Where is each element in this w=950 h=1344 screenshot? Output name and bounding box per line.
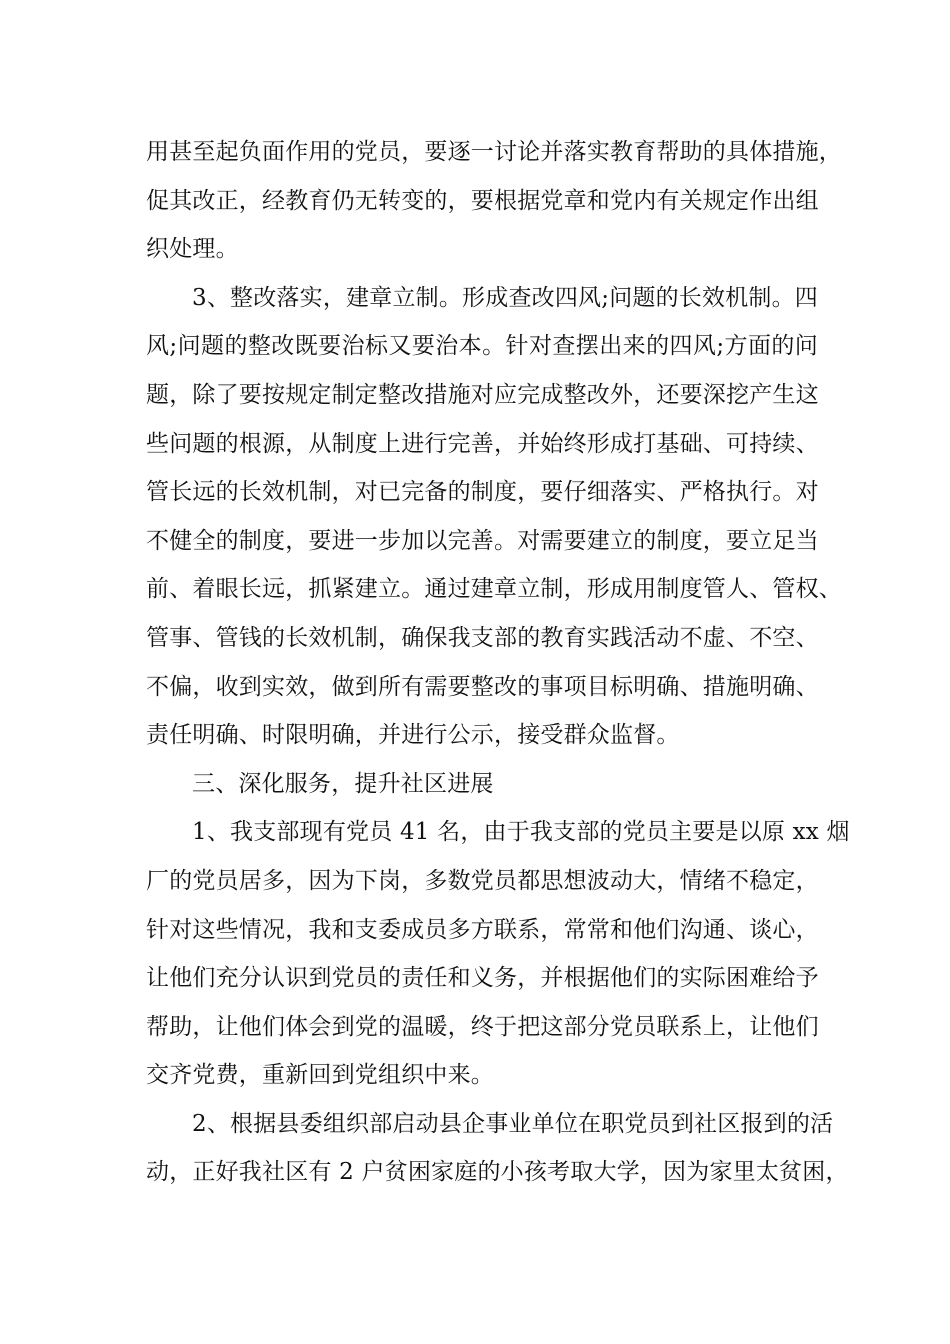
text-line-7: 些问题的根源，从制度上进行完善，并始终形成打基础、可持续、 — [146, 430, 819, 457]
text-line-10: 前、着眼长远，抓紧建立。通过建章立制，形成用制度管人、管权、 — [146, 576, 842, 603]
text-line-13: 责任明确、时限明确，并进行公示，接受群众监督。 — [146, 722, 680, 749]
text-line-18: 让他们充分认识到党员的责任和义务，并根据他们的实际困难给予 — [146, 965, 819, 992]
text-line-20: 交齐党费，重新回到党组织中来。 — [146, 1062, 494, 1089]
text-line-9: 不健全的制度，要进一步加以完善。对需要建立的制度，要立足当 — [146, 527, 819, 554]
text-line-3: 织处理。 — [146, 236, 239, 263]
text-line-4: 3、整改落实，建章立制。形成查改四风;问题的长效机制。四 — [192, 284, 818, 311]
text-line-16: 厂的党员居多，因为下岗，多数党员都思想波动大，情绪不稳定， — [146, 867, 819, 894]
text-line-21: 2、根据县委组织部启动县企事业单位在职党员到社区报到的活 — [192, 1110, 834, 1137]
text-line-8: 管长远的长效机制，对已完备的制度，要仔细落实、严格执行。对 — [146, 479, 819, 506]
text-line-11: 管事、管钱的长效机制，确保我支部的教育实践活动不虚、不空、 — [146, 624, 819, 651]
text-line-17: 针对这些情况，我和支委成员多方联系，常常和他们沟通、谈心， — [146, 916, 819, 943]
section-heading: 三、深化服务，提升社区进展 — [192, 770, 494, 797]
text-line-19: 帮助，让他们体会到党的温暖，终于把这部分党员联系上，让他们 — [146, 1013, 819, 1040]
text-line-1: 用甚至起负面作用的党员，要逐一讨论并落实教育帮助的具体措施， — [146, 139, 842, 165]
text-line-15: 1、我支部现有党员 41 名，由于我支部的党员主要是以原 xx 烟 — [192, 819, 850, 846]
text-line-2: 促其改正，经教育仍无转变的，要根据党章和党内有关规定作出组 — [146, 187, 819, 214]
document-body — [146, 128, 850, 1197]
text-line-22: 动，正好我社区有 2 户贫困家庭的小孩考取大学，因为家里太贫困， — [146, 1159, 849, 1186]
text-line-12: 不偏，收到实效，做到所有需要整改的事项目标明确、措施明确、 — [146, 673, 819, 700]
text-line-5: 风;问题的整改既要治标又要治本。针对查摆出来的四风;方面的问 — [146, 333, 818, 360]
text-line-6: 题，除了要按规定制定整改措施对应完成整改外，还要深挖产生这 — [146, 381, 819, 408]
